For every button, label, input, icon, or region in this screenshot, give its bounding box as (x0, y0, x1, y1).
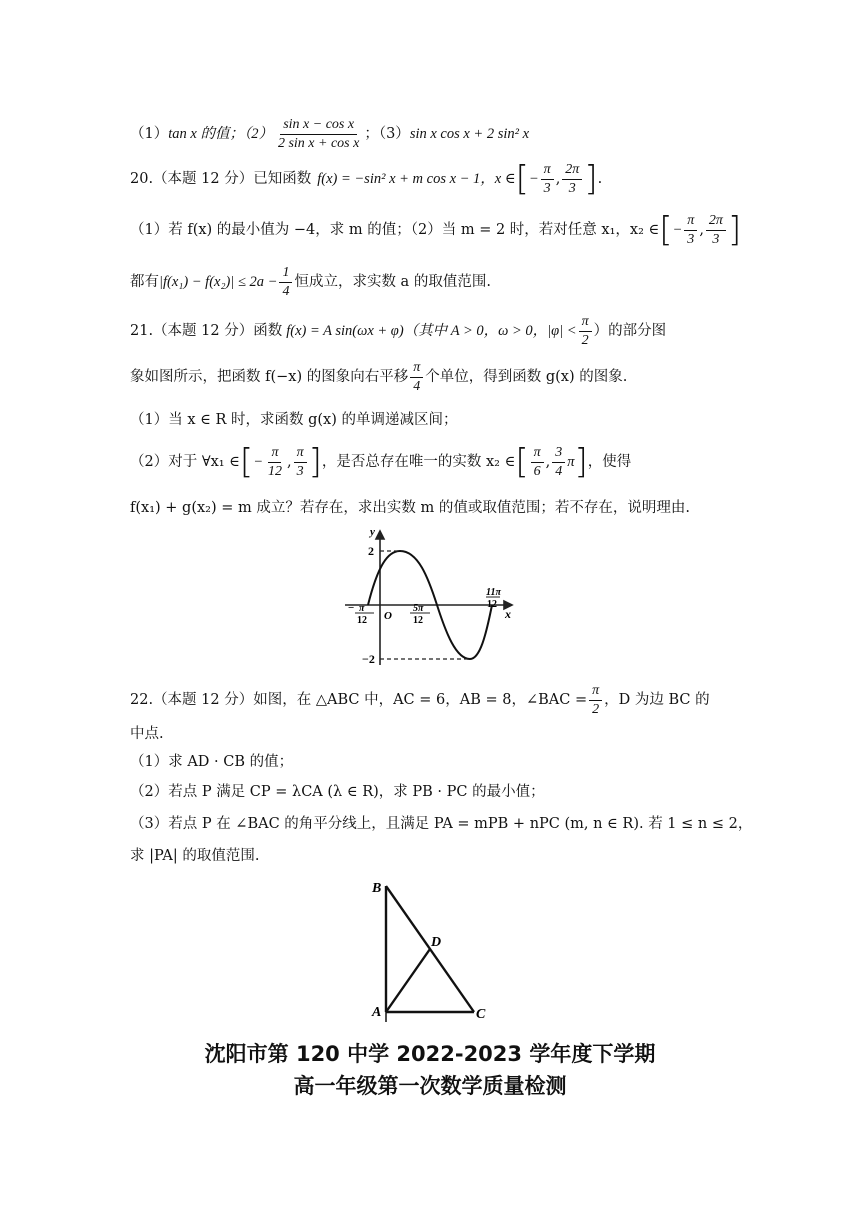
q21-part2-d: f(x₁) + g(x₂) = m 成立？若存在，求出实数 m 的值或取值范围；若不存在，说明理由. (130, 500, 690, 516)
q19-part3-label: ；（3） (364, 126, 410, 142)
q22-line2 (130, 724, 730, 746)
q22-part1-text: （1）求 AD · CB 的值； (130, 754, 294, 770)
q20-part2-frac-num: 1 (279, 264, 292, 283)
q22-line2-text: 中点. (130, 726, 164, 742)
y-axis-label: y (370, 526, 375, 538)
q21-x1-right-den: 3 (296, 463, 304, 479)
q20-function: f(x) = −sin² x + m cos x − 1，x ∈ (317, 171, 516, 187)
q21-part2-line: （2）对于 ∀x₁ ∈ [ − $\frac{\pi}{12}$ , $\frac{\pi}{3}$ ] ，是否总存在唯一的实数 x₂ ∈ [ $\frac{\pi}{6}$ , $\frac{3}{4}$ π ] ，使得 (130, 442, 632, 482)
vertex-c-label: C (476, 1007, 486, 1022)
y-axis-arrow (376, 531, 384, 539)
exam-title-line2: 高一年级第一次数学质量检测 (293, 1074, 567, 1098)
q20-bracket-open: [ (515, 159, 529, 199)
q21-line2 (130, 356, 730, 398)
q20-part2-suffix: 恒成立，求实数 a 的取值范围. (294, 274, 491, 290)
q21-x1-right (294, 444, 307, 481)
q22-stem (130, 678, 730, 722)
q20-part2-inequality: |f(x₁) − f(x₂)| ≤ 2a − (159, 274, 278, 290)
q20-part1-bracket-close: ] (727, 210, 742, 250)
origin-label: O (384, 610, 392, 622)
max-label: 2 (368, 544, 374, 558)
q21-part2-d-line (130, 498, 730, 522)
q20-interval-left-num: π (541, 161, 554, 180)
q20-bracket-close: ] (584, 159, 598, 199)
tick-mid-num: 5π (413, 603, 424, 614)
tick-mid-den: 12 (413, 615, 423, 626)
q21-label: 21.（本题 12 分）函数 (130, 323, 283, 339)
tick-left-den: 12 (357, 615, 367, 626)
q21-x1-left-den: 12 (267, 463, 282, 479)
q22-line1-end: ，D 为边 BC 的 (604, 692, 710, 708)
q21-line1-end: ）的部分图 (593, 323, 667, 339)
q20-interval-left-den: 3 (543, 180, 551, 196)
q21-part2-b: ，是否总存在唯一的实数 x₂ ∈ (321, 454, 516, 470)
q22-part2-text: （2）若点 P 满足 CP = λCA (λ ∈ R)，求 PB · PC 的最小值； (130, 784, 545, 800)
q20-label: 20.（本题 12 分）已知函数 (130, 171, 312, 187)
q21-phi-den: 2 (581, 332, 589, 348)
q20-part1-right-num: 2π (706, 212, 726, 231)
q21-part2-a: （2）对于 ∀x₁ ∈ (130, 454, 240, 470)
q20-stem: 20.（本题 12 分）已知函数 f(x) = −sin² x + m cos x − 1，x ∈ [ − $\frac{\pi}{3}$ , $\frac{2\pi}{3}$ ] . (130, 159, 603, 199)
q21-function: f(x) = A sin(ωx + φ)（其中 A > 0，ω > 0，|φ| < (286, 323, 577, 339)
q22-part1 (130, 752, 730, 774)
q22-angle-den: 2 (592, 701, 600, 717)
x-axis-label: x (505, 607, 511, 621)
q20-part2 (130, 262, 730, 302)
q21-shift-den: 4 (413, 378, 421, 394)
q22-angle-num: π (589, 682, 602, 701)
exam-title-line1: 沈阳市第 120 中学 2022-2023 学年度下学期 (204, 1042, 656, 1066)
q20-part2-frac-den: 4 (282, 283, 290, 299)
q21-line2-b: 个单位，得到函数 g(x) 的图象. (425, 369, 628, 385)
q21-x1-left-num: π (268, 444, 281, 463)
q21-x2-left-num: π (531, 444, 544, 463)
median-ad (386, 949, 430, 1012)
q21-x2-right-num: 3 (552, 444, 565, 463)
q21-x1-right-num: π (294, 444, 307, 463)
q20-interval-right-num: 2π (562, 161, 582, 180)
q22-part2 (130, 782, 730, 804)
q20-part1-bracket-open: [ (659, 210, 673, 250)
q20-interval-right (562, 161, 582, 198)
q19-part1-text: tan x 的值；（2） (168, 126, 273, 142)
q20-part1-text: （1）若 f(x) 的最小值为 −4，求 m 的值；（2）当 m = 2 时，若对任意 x₁，x₂ ∈ (130, 222, 660, 238)
q21-x2-right (552, 444, 565, 481)
q22-part3-end (130, 846, 730, 868)
vertex-b-label: B (372, 881, 382, 896)
q21-x2-left (531, 444, 544, 481)
triangle-figure (368, 878, 498, 1028)
q21-phi-num: π (579, 313, 592, 332)
q22-angle-fraction (589, 682, 602, 719)
vertex-d-label: D (431, 935, 442, 950)
q20-part1: （1）若 f(x) 的最小值为 −4，求 m 的值；（2）当 m = 2 时，若对任意 x₁，x₂ ∈ [ − $\frac{\pi}{3}$ , $\frac{2\pi}{3}$ ] (130, 210, 742, 250)
q20-interval-left (541, 161, 554, 198)
q21-part1-text: （1）当 x ∈ R 时，求函数 g(x) 的单调递减区间； (130, 412, 458, 428)
q21-x2-bracket-open: [ (515, 442, 529, 482)
q21-x1-bracket-open: [ (239, 442, 254, 482)
tick-left-sign: − (348, 602, 355, 614)
q20-part1-left-num: π (684, 212, 697, 231)
tick-right-den: 12 (487, 599, 497, 610)
q20-part1-interval-right (706, 212, 726, 249)
tick-right-num: 11π (486, 587, 501, 598)
q21-x2-right-den: 4 (555, 463, 563, 479)
tick-left-num: π (359, 603, 365, 614)
q19-part2-denominator: 2 sin x + cos x (277, 135, 360, 151)
q21-part1 (130, 410, 730, 434)
q21-shift-fraction (410, 359, 423, 396)
q19-part2-numerator: sin x − cos x (280, 116, 357, 135)
q21-part2-c: ，使得 (587, 454, 632, 470)
q22-part3 (130, 814, 753, 836)
q20-part2-fraction (279, 264, 292, 301)
q20-part1-left-den: 3 (687, 231, 695, 247)
q19-parts-line (130, 112, 730, 156)
q21-line2-a: 象如图所示，把函数 f(−x) 的图象向右平移 (130, 369, 409, 385)
min-label: −2 (362, 652, 375, 666)
sine-graph (340, 525, 520, 670)
q20-interval-right-den: 3 (568, 180, 576, 196)
q19-part1-label: （1） (130, 126, 169, 142)
q21-x2-left-den: 6 (533, 463, 541, 479)
q20-part1-interval-left (684, 212, 697, 249)
q21-shift-num: π (410, 359, 423, 378)
q22-part3-end-text: 求 |PA| 的取值范围. (130, 848, 260, 864)
q21-x1-bracket-close: ] (308, 442, 322, 482)
q21-stem (130, 310, 730, 352)
q21-x1-left (265, 444, 285, 481)
q21-phi-fraction (579, 313, 592, 350)
q22-line1: 22.（本题 12 分）如图，在 △ABC 中，AC = 6，AB = 8，∠BAC = (130, 692, 588, 708)
q20-part2-prefix: 都有 (130, 274, 159, 290)
q19-part2-fraction (275, 116, 362, 153)
q19-part3-text: sin x cos x + 2 sin² x (409, 126, 530, 142)
q20-part1-right-den: 3 (712, 231, 720, 247)
q21-x2-bracket-close: ] (574, 442, 588, 482)
q22-part3-text: （3）若点 P 在 ∠BAC 的角平分线上，且满足 PA = mPB + nPC (m, n ∈ R). 若 1 ≤ n ≤ 2， (130, 816, 753, 832)
vertex-a-label: A (372, 1005, 382, 1020)
